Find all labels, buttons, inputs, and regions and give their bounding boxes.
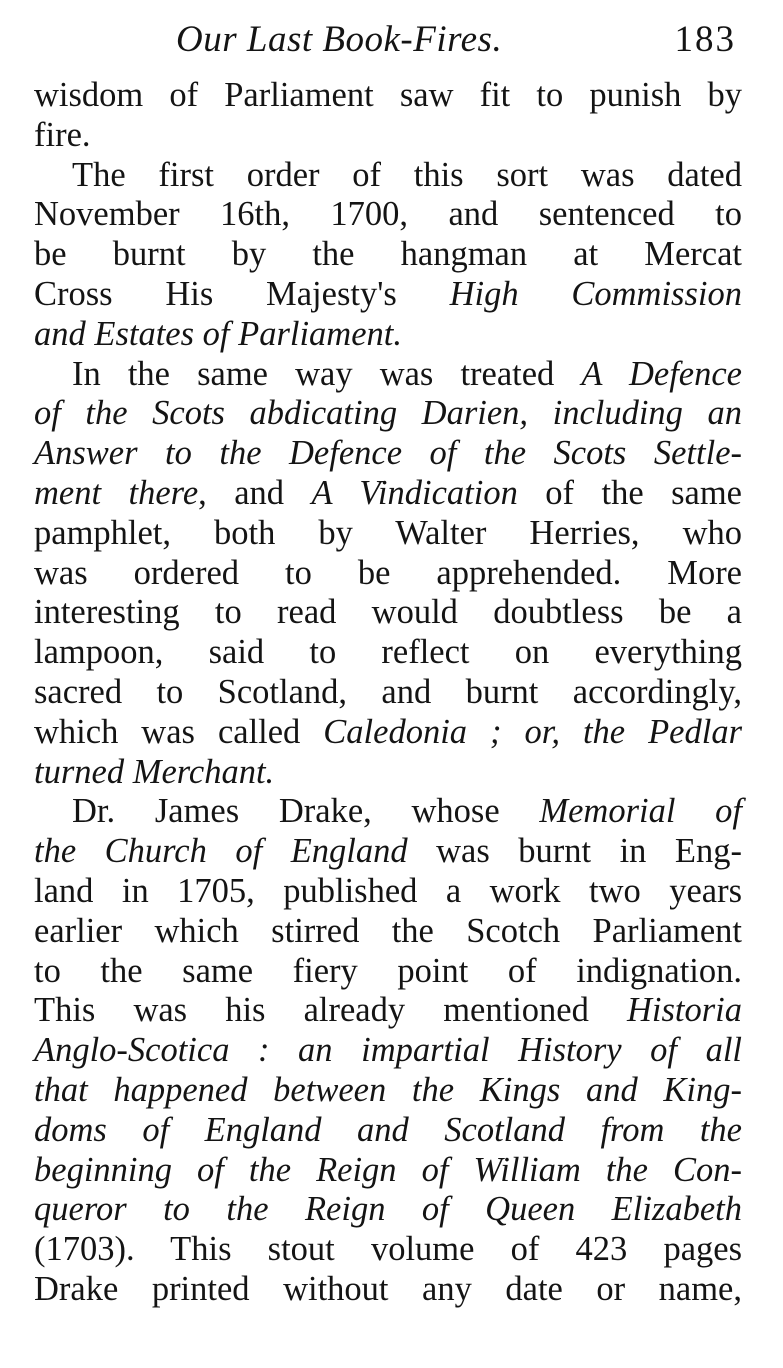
text-segment: (1703). This stout volume of 423 pages bbox=[34, 1230, 742, 1269]
text-line bbox=[34, 514, 742, 554]
running-head bbox=[34, 14, 742, 76]
text-line bbox=[34, 713, 742, 753]
text-segment: earlier which stirred the Scotch Parliament bbox=[34, 911, 742, 950]
text-segment: be burnt by the hangman at Mercat bbox=[34, 235, 742, 274]
italic-text-segment: queror to the Reign of Queen Elizabeth bbox=[34, 1190, 742, 1229]
book-page bbox=[34, 14, 742, 1310]
text-line bbox=[34, 434, 742, 474]
text-segment: interesting to read would doubtless be a bbox=[34, 593, 742, 632]
text-line bbox=[34, 116, 742, 156]
italic-text-segment: the Church of England bbox=[34, 832, 408, 871]
text-line bbox=[34, 912, 742, 952]
text-segment: In the same way was treated bbox=[72, 354, 582, 393]
text-line bbox=[34, 872, 742, 912]
text-segment: which was called bbox=[34, 712, 324, 751]
text-segment: Drake printed without any date or name, bbox=[34, 1269, 742, 1308]
italic-text-segment: A Defence bbox=[581, 354, 742, 393]
italic-text-segment: High Commission bbox=[449, 274, 742, 313]
text-line bbox=[34, 235, 742, 275]
running-title: Our Last Book-Fires. bbox=[176, 19, 503, 60]
text-line bbox=[34, 195, 742, 235]
text-line bbox=[34, 753, 742, 793]
text-line bbox=[34, 633, 742, 673]
text-line bbox=[34, 1270, 742, 1310]
text-line bbox=[34, 1151, 742, 1191]
italic-text-segment: of the Scots abdicating Darien, including an bbox=[34, 394, 742, 433]
text-segment: This was his already mentioned bbox=[34, 991, 627, 1030]
text-line bbox=[34, 673, 742, 713]
italic-text-segment: doms of England and Scotland from the bbox=[34, 1110, 742, 1149]
italic-text-segment: Historia bbox=[626, 991, 742, 1030]
italic-text-segment: Memorial of bbox=[539, 792, 742, 831]
text-segment: of the same bbox=[517, 473, 742, 512]
text-line bbox=[34, 394, 742, 434]
text-segment: lampoon, said to reflect on everything bbox=[34, 633, 742, 672]
italic-text-segment: that happened between the Kings and King- bbox=[34, 1070, 742, 1109]
text-line bbox=[34, 76, 742, 116]
text-segment: land in 1705, published a work two years bbox=[34, 871, 742, 910]
page-number: 183 bbox=[674, 19, 736, 60]
italic-text-segment: Caledonia ; or, the Pedlar bbox=[323, 712, 742, 751]
italic-text-segment: turned Merchant. bbox=[34, 752, 275, 791]
text-line bbox=[34, 275, 742, 315]
text-segment: to the same fiery point of indignation. bbox=[34, 951, 742, 990]
text-line bbox=[34, 156, 742, 196]
text-segment: The first order of this sort was dated bbox=[72, 155, 742, 194]
text-line bbox=[34, 832, 742, 872]
text-segment: , and bbox=[198, 473, 312, 512]
text-line bbox=[34, 991, 742, 1031]
text-line bbox=[34, 593, 742, 633]
text-line bbox=[34, 1111, 742, 1151]
body-text bbox=[34, 76, 742, 1310]
text-line bbox=[34, 1230, 742, 1270]
text-line bbox=[34, 355, 742, 395]
italic-text-segment: Answer to the Defence of the Scots Settle- bbox=[34, 434, 742, 473]
text-line bbox=[34, 1071, 742, 1111]
text-line bbox=[34, 474, 742, 514]
text-line bbox=[34, 1031, 742, 1071]
text-segment: Dr. James Drake, whose bbox=[72, 792, 540, 831]
text-segment: pamphlet, both by Walter Herries, who bbox=[34, 513, 742, 552]
text-segment: was burnt in Eng- bbox=[407, 832, 742, 871]
text-segment: was ordered to be apprehended. More bbox=[34, 553, 742, 592]
italic-text-segment: A Vindication bbox=[311, 473, 518, 512]
text-line bbox=[34, 952, 742, 992]
text-segment: November 16th, 1700, and sentenced to bbox=[34, 195, 742, 234]
italic-text-segment: and Estates of Parliament. bbox=[34, 314, 402, 353]
text-line bbox=[34, 554, 742, 594]
italic-text-segment: Anglo-Scotica : an impartial History of all bbox=[34, 1031, 742, 1070]
text-segment: Cross His Majesty's bbox=[34, 274, 450, 313]
text-line bbox=[34, 1190, 742, 1230]
text-segment: sacred to Scotland, and burnt accordingly, bbox=[34, 672, 742, 711]
text-segment: wisdom of Parliament saw fit to punish by bbox=[34, 76, 742, 114]
text-line bbox=[34, 792, 742, 832]
text-segment: fire. bbox=[34, 115, 91, 154]
text-line bbox=[34, 315, 742, 355]
italic-text-segment: beginning of the Reign of William the Con- bbox=[34, 1150, 742, 1189]
italic-text-segment: ment there bbox=[34, 473, 199, 512]
